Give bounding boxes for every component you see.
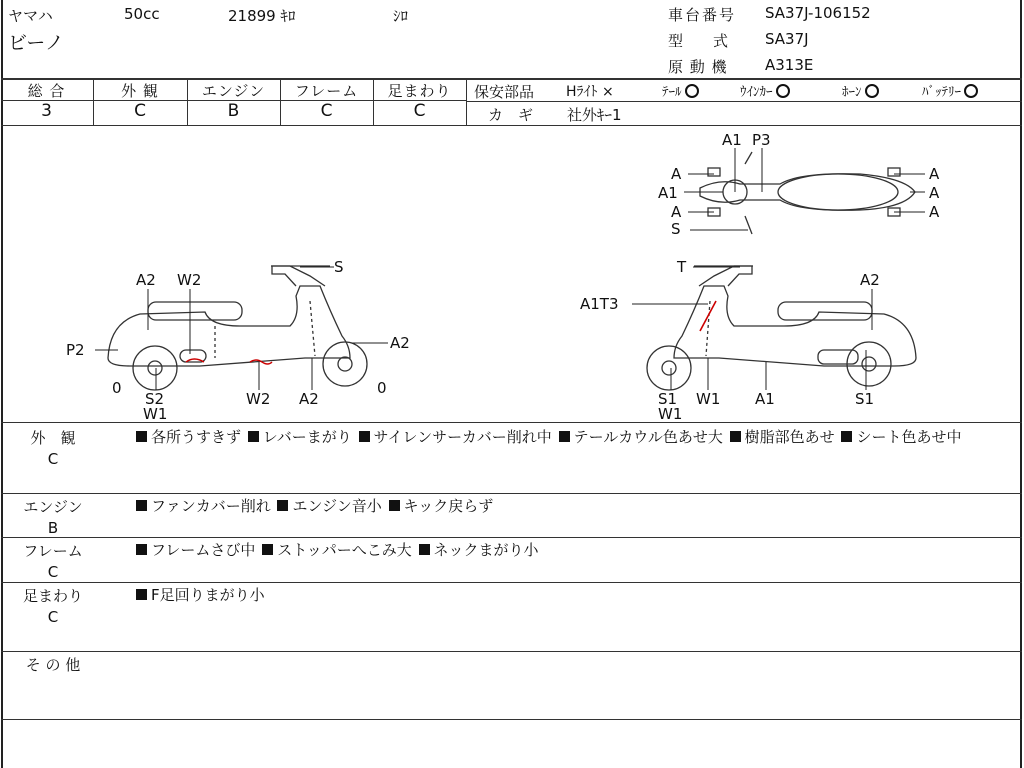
grade-label-total: 総 合: [27, 82, 66, 100]
divider: [1, 719, 1022, 720]
bullet-icon: [419, 544, 430, 555]
bullet-icon: [559, 431, 570, 442]
label-s: S: [671, 220, 681, 238]
label-zero: 0: [377, 379, 387, 397]
grade-label-suspension: 足まわり: [387, 82, 452, 100]
label-a1: A1: [658, 184, 678, 202]
ok-circle-icon: [776, 84, 790, 98]
bullet-icon: [136, 544, 147, 555]
label-w2: W2: [246, 390, 271, 408]
note-body-exterior: 各所うすきず レバーまがり サイレンサーカバー削れ中 テールカウル色あせ大 樹脂部色あせ シート色あせ中: [134, 426, 1004, 448]
note-category-exterior: 外 観 C: [30, 429, 76, 468]
grade-label-exterior: 外 観: [121, 82, 159, 100]
grade-total: 3: [41, 101, 52, 121]
maker: ヤマハ: [8, 7, 53, 25]
label-s: S: [334, 258, 344, 276]
safety-tail: ﾃｰﾙ: [662, 81, 699, 100]
damage-diagram: [0, 126, 1024, 422]
note-category-frame: フレーム C: [23, 542, 83, 581]
divider: [1, 493, 1022, 494]
label-p2: P2: [66, 341, 85, 359]
safety-winker: ｳｲﾝｶｰ: [740, 81, 790, 100]
label-a1: A1: [722, 131, 742, 149]
divider: [1, 537, 1022, 538]
grade-label-frame: フレーム: [294, 82, 359, 100]
note-body-frame: フレームさび中 ストッパーへこみ大 ネックまがり小: [134, 539, 1004, 561]
key-label: カ ギ: [488, 106, 534, 124]
label-a: A: [929, 165, 940, 183]
note-category-engine: エンジン B: [23, 498, 83, 537]
label-w1: W1: [658, 405, 683, 422]
divider: [1, 582, 1022, 583]
label-a1t3: A1T3: [580, 295, 619, 313]
model-name: ビーノ: [8, 32, 64, 54]
label-s2: S2: [145, 390, 165, 408]
grade-exterior: C: [134, 101, 146, 121]
label-a1: A1: [755, 390, 775, 408]
label-a2: A2: [390, 334, 410, 352]
type-label: 型 式: [668, 32, 729, 50]
grade-frame: C: [320, 101, 333, 121]
label-a: A: [671, 165, 682, 183]
label-a: A: [671, 203, 682, 221]
bullet-icon: [359, 431, 370, 442]
divider: [466, 101, 1022, 102]
key-value: 社外ｷｰ1: [567, 106, 622, 124]
label-a: A: [929, 203, 940, 221]
divider: [466, 79, 467, 126]
label-a2: A2: [136, 271, 156, 289]
safety-label: 保安部品: [474, 83, 535, 101]
bullet-icon: [841, 431, 852, 442]
ok-circle-icon: [685, 84, 699, 98]
bullet-icon: [136, 431, 147, 442]
bullet-icon: [136, 589, 147, 600]
color: ｼﾛ: [393, 7, 409, 25]
label-s1: S1: [658, 390, 678, 408]
scooter-top-view: [700, 152, 915, 234]
label-a2: A2: [299, 390, 319, 408]
grade-engine: B: [227, 101, 240, 121]
chassis-label: 車台番号: [668, 6, 737, 24]
safety-battery: ﾊﾞｯﾃﾘｰ: [922, 81, 978, 100]
bullet-icon: [389, 500, 400, 511]
note-category-other: そ の 他: [25, 656, 81, 674]
divider: [1, 422, 1022, 423]
label-zero: 0: [112, 379, 122, 397]
divider: [1, 651, 1022, 652]
label-a: A: [929, 184, 940, 202]
label-w2: W2: [177, 271, 202, 289]
label-w1: W1: [696, 390, 721, 408]
note-body-suspension: F足回りまがり小: [134, 584, 1004, 606]
label-p3: P3: [752, 131, 771, 149]
engine-value: A313E: [765, 56, 814, 74]
safety-headlight: Hﾗｲﾄ ×: [566, 84, 614, 100]
note-category-suspension: 足まわり C: [22, 587, 83, 626]
label-a2: A2: [860, 271, 880, 289]
grade-suspension: C: [413, 101, 426, 121]
grade-label-engine: エンジン: [201, 82, 266, 100]
mileage: 21899 ｷﾛ: [228, 7, 296, 25]
label-t: T: [677, 258, 687, 276]
bullet-icon: [730, 431, 741, 442]
type-value: SA37J: [765, 30, 809, 48]
bullet-icon: [248, 431, 259, 442]
bullet-icon: [136, 500, 147, 511]
note-body-engine: ファンカバー削れ エンジン音小 キック戻らず: [134, 495, 1004, 517]
bullet-icon: [262, 544, 273, 555]
label-s1: S1: [855, 390, 875, 408]
displacement: 50cc: [124, 5, 160, 23]
engine-label: 原 動 機: [668, 58, 728, 76]
ok-circle-icon: [865, 84, 879, 98]
bullet-icon: [277, 500, 288, 511]
label-w1: W1: [143, 405, 168, 422]
safety-horn: ﾎｰﾝ: [842, 81, 879, 100]
chassis-value: SA37J-106152: [765, 4, 871, 22]
ok-circle-icon: [964, 84, 978, 98]
